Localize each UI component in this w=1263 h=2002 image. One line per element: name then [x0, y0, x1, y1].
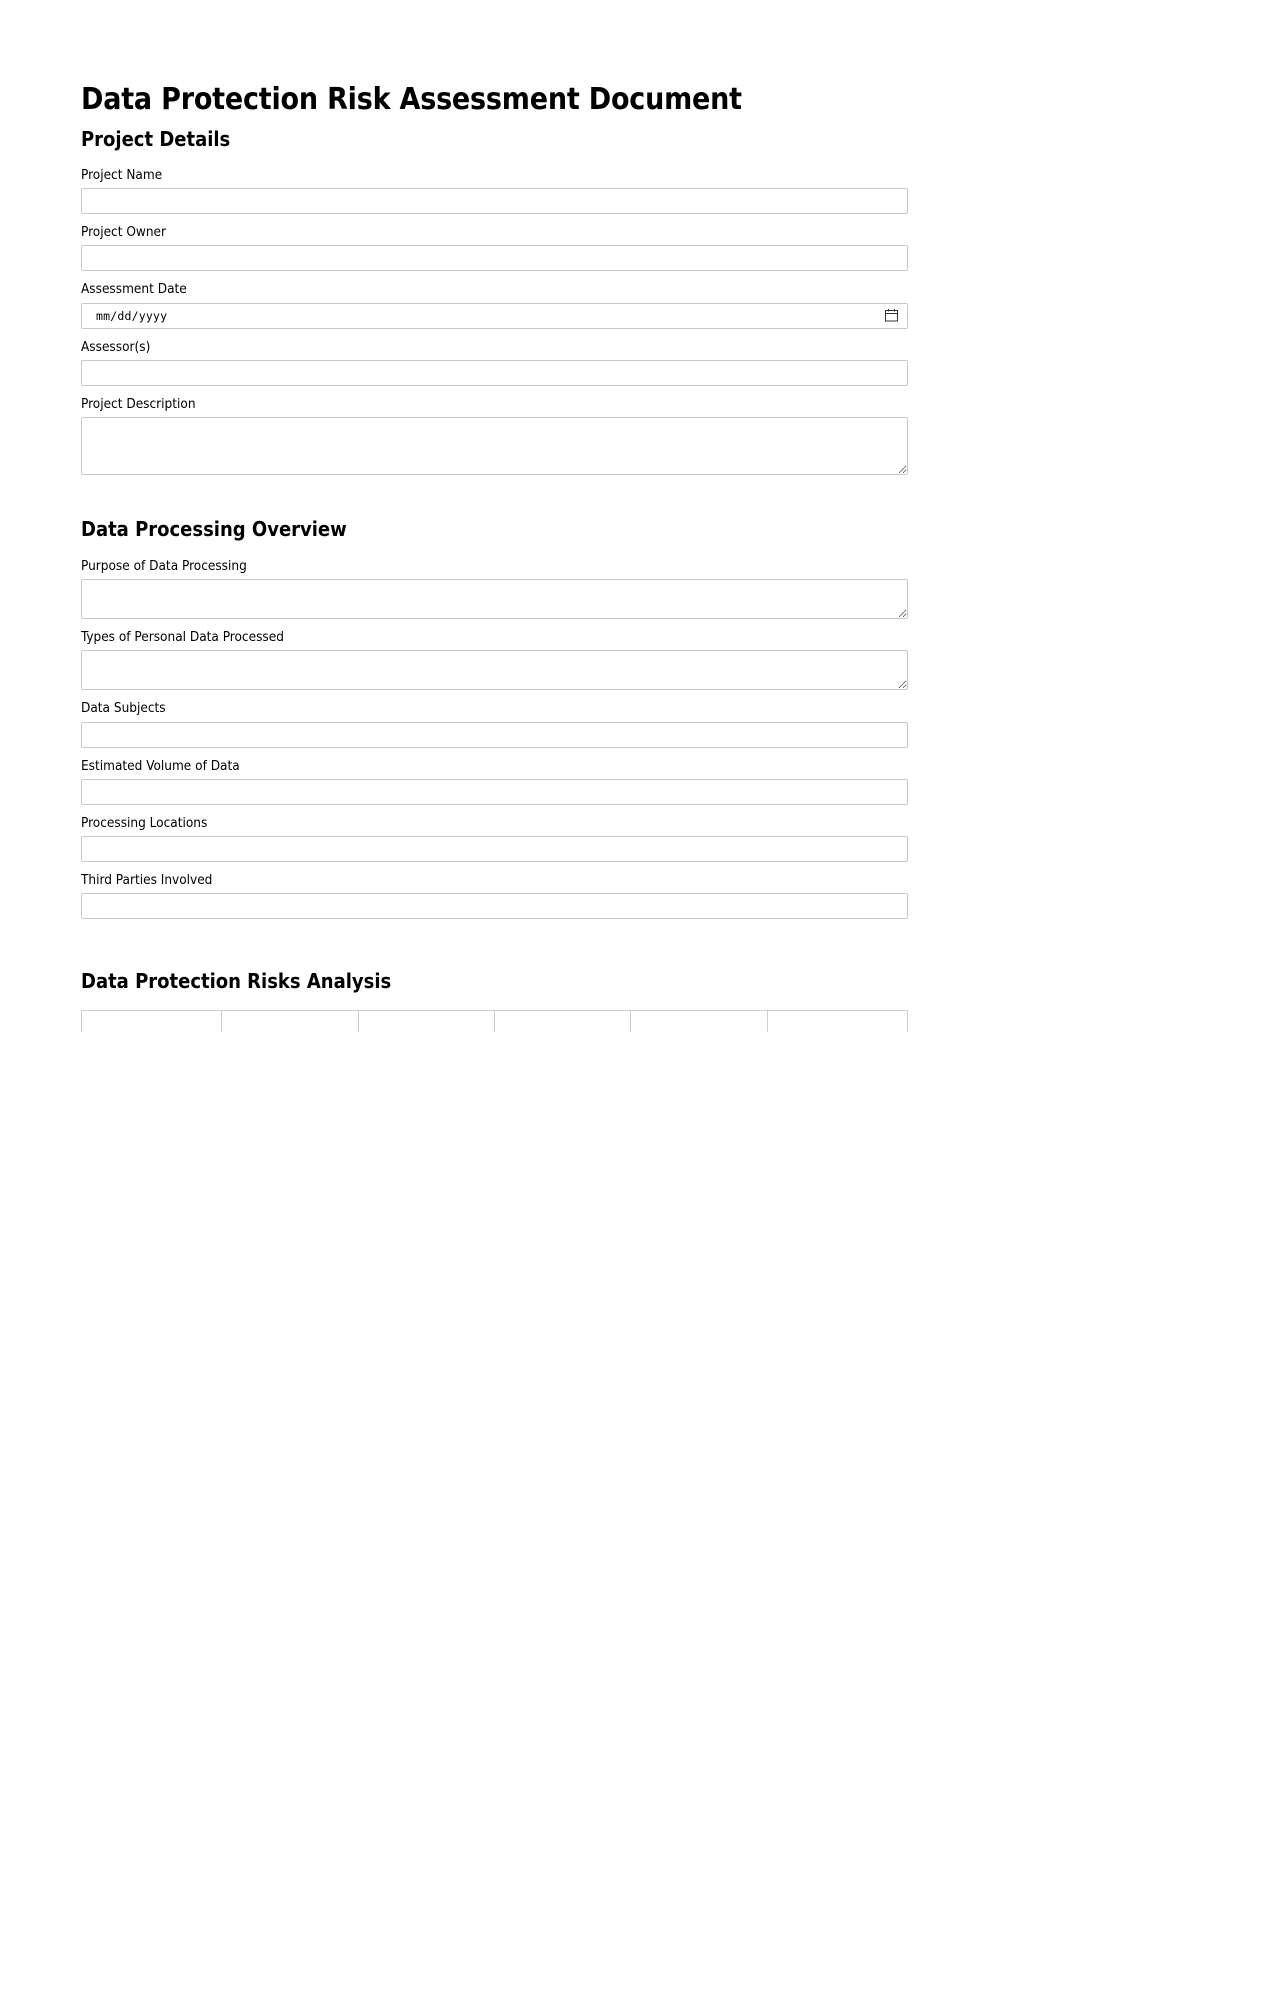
label-third-parties-involved: Third Parties Involved — [81, 871, 213, 888]
field-project-description — [81, 396, 908, 475]
risks-table-clipped — [81, 1010, 908, 1032]
third-parties-involved-input[interactable] — [81, 893, 908, 919]
purpose-of-data-processing-textarea[interactable] — [81, 579, 908, 619]
table-col-4 — [494, 1011, 630, 1033]
field-project-name — [81, 167, 908, 214]
field-assessment-date — [81, 281, 908, 328]
label-project-name: Project Name — [81, 167, 163, 183]
section-heading-data-protection-risks-analysis: Data Protection Risks Analysis — [81, 969, 392, 993]
risks-table-head — [82, 1011, 908, 1033]
section-data-protection-risks-analysis — [81, 970, 908, 993]
field-data-subjects — [81, 700, 908, 747]
field-third-parties-involved — [81, 872, 908, 919]
date-placeholder-text: mm/dd/yyyy — [96, 308, 168, 323]
project-owner-input[interactable] — [81, 245, 908, 271]
project-description-textarea[interactable] — [81, 417, 908, 475]
field-purpose-of-data-processing — [81, 558, 908, 619]
label-purpose-of-data-processing: Purpose of Data Processing — [81, 558, 247, 574]
table-col-5 — [631, 1011, 767, 1033]
table-col-3 — [358, 1011, 494, 1033]
field-assessors — [81, 339, 908, 386]
label-data-subjects: Data Subjects — [81, 700, 166, 717]
label-assessment-date: Assessment Date — [81, 281, 187, 298]
data-subjects-input[interactable] — [81, 722, 908, 748]
label-estimated-volume-of-data: Estimated Volume of Data — [81, 757, 240, 774]
label-project-description: Project Description — [81, 395, 196, 412]
label-assessors: Assessor(s) — [81, 338, 151, 355]
processing-locations-input[interactable] — [81, 836, 908, 862]
estimated-volume-of-data-input[interactable] — [81, 779, 908, 805]
field-types-of-personal-data-processed — [81, 629, 908, 690]
table-col-6 — [767, 1011, 907, 1033]
field-processing-locations — [81, 815, 908, 862]
assessment-date-input[interactable] — [81, 303, 908, 329]
field-project-owner — [81, 224, 908, 271]
label-types-of-personal-data-processed: Types of Personal Data Processed — [81, 629, 284, 646]
label-project-owner: Project Owner — [81, 224, 167, 241]
table-col-2 — [222, 1011, 358, 1033]
page-title: Data Protection Risk Assessment Document — [81, 82, 742, 117]
table-header-row — [82, 1011, 908, 1033]
risks-table — [81, 1010, 908, 1032]
table-col-1 — [82, 1011, 222, 1033]
project-name-input[interactable] — [81, 188, 908, 214]
assessors-input[interactable] — [81, 360, 908, 386]
section-heading-data-processing-overview: Data Processing Overview — [81, 517, 347, 541]
field-estimated-volume-of-data — [81, 758, 908, 805]
label-processing-locations: Processing Locations — [81, 814, 208, 831]
section-data-processing-overview — [81, 518, 908, 929]
types-of-personal-data-processed-textarea[interactable] — [81, 650, 908, 690]
assessment-date-wrapper — [81, 303, 908, 329]
section-heading-project-details: Project Details — [81, 127, 231, 151]
section-project-details — [81, 128, 908, 485]
